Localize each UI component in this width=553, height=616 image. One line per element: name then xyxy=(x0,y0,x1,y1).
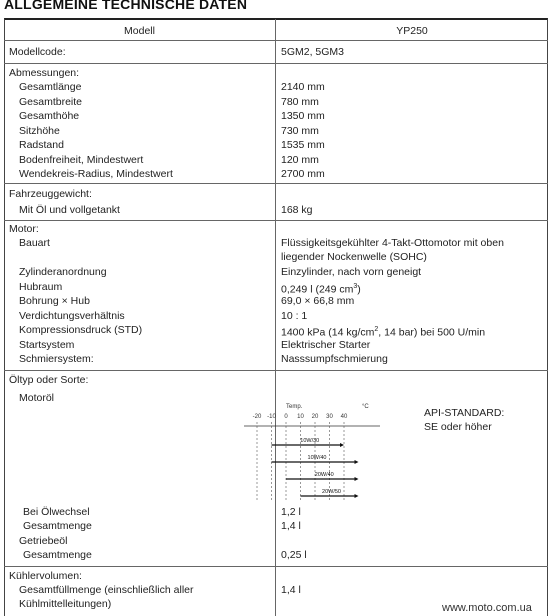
chart-tick-label: 30 xyxy=(326,414,333,420)
dim-value: 1535 mm xyxy=(281,139,325,151)
verdichtung-value: 10 : 1 xyxy=(281,309,308,322)
kuehler-row-label: Gesamtfüllmenge (einschließlich aller xyxy=(19,584,194,596)
hubraum-value: 0,249 l (249 $cm^3$) xyxy=(281,282,361,295)
chart-tick-label: 10 xyxy=(297,414,304,420)
gewicht-label: Fahrzeuggewicht: xyxy=(9,188,92,200)
page-title: ALLGEMEINE TECHNISCHE DATEN xyxy=(4,0,248,12)
getriebe-gesamt-value: 0,25 l xyxy=(281,549,307,561)
row-divider xyxy=(4,183,548,184)
bauart-value: Flüssigkeitsgekühlter 4-Takt-Ottomotor mit oben xyxy=(281,237,504,249)
dim-label: Gesamtbreite xyxy=(19,95,83,108)
dim-label: Gesamthöhe xyxy=(19,110,80,122)
chart-tick-label: 0 xyxy=(284,414,288,420)
schmier-label: Schmiersystem: xyxy=(19,353,94,365)
chart-series-label: 10W/40 xyxy=(307,455,327,461)
dim-label: Sitzhöhe xyxy=(19,124,60,137)
chart-tick-label: -20 xyxy=(252,414,262,420)
wechsel-value: 1,2 l xyxy=(281,506,301,518)
dim-value: 780 mm xyxy=(281,95,319,108)
zylinder-label: Zylinderanordnung xyxy=(19,266,107,278)
gesamt-label: Gesamtmenge xyxy=(23,520,92,532)
chart-range-arrow xyxy=(355,460,359,464)
chart-series-label: 20W/50 xyxy=(322,489,341,495)
row-divider xyxy=(4,370,548,371)
kuehler-label: Kühlervolumen: xyxy=(9,570,82,582)
abmessungen-label: Abmessungen: xyxy=(9,67,80,79)
chart-range-arrow xyxy=(355,477,359,481)
row-divider xyxy=(4,40,548,41)
bauart-label: Bauart xyxy=(19,237,50,249)
chart-range-arrow xyxy=(340,443,344,447)
dim-value: 1350 mm xyxy=(281,110,325,122)
zylinder-value: Einzylinder, nach vorn geneigt xyxy=(281,266,422,278)
kuehler-row-label-cont: Kühlmittelleitungen) xyxy=(19,598,112,610)
chart-series-label: 10W/30 xyxy=(300,438,320,444)
hubraum-label: Hubraum xyxy=(19,280,63,293)
schmier-value: Nasssumpfschmierung xyxy=(281,353,388,365)
chart-unit-label: °C xyxy=(362,404,369,410)
api-line2: SE oder höher xyxy=(424,421,492,433)
footer-watermark: www.moto.com.ua xyxy=(442,602,532,614)
chart-range-arrow xyxy=(355,494,359,498)
chart-temp-label: Temp. xyxy=(286,404,303,410)
chart-tick-label: 40 xyxy=(340,414,348,420)
row-divider xyxy=(4,220,548,221)
api-line1: API-STANDARD: xyxy=(424,407,505,419)
chart-series-label: 20W/40 xyxy=(314,472,334,478)
row-divider xyxy=(4,63,548,64)
modellcode-label: Modellcode: xyxy=(9,46,66,58)
column-divider xyxy=(275,19,276,616)
dim-label: Bodenfreiheit, Mindestwert xyxy=(19,153,144,166)
dim-label: Radstand xyxy=(19,139,64,151)
dim-value: 120 mm xyxy=(281,153,319,166)
header-model: Modell xyxy=(124,25,155,37)
bauart-value-cont: liegender Nockenwelle (SOHC) xyxy=(281,251,427,263)
gewicht-row-label: Mit Öl und vollgetankt xyxy=(19,204,120,216)
bohrung-label: Bohrung × Hub xyxy=(19,295,90,307)
dim-label: Wendekreis-Radius, Mindestwert xyxy=(19,168,173,180)
dim-value: 730 mm xyxy=(281,124,319,137)
row-divider xyxy=(4,566,548,567)
kuehler-value: 1,4 l xyxy=(281,584,301,596)
motor-label: Motor: xyxy=(9,223,39,235)
dim-value: 2140 mm xyxy=(281,81,325,93)
oel-label: Öltyp oder Sorte: xyxy=(9,374,89,386)
kompression-value: 1400 kPa (14 $kg/cm^2$, 14 bar) bei 500 U/min xyxy=(281,326,486,339)
chart-tick-label: -10 xyxy=(267,414,276,420)
kompression-label: Kompressionsdruck (STD) xyxy=(19,324,143,336)
header-yp250: YP250 xyxy=(396,25,428,37)
api-standard xyxy=(424,406,504,434)
start-value: Elektrischer Starter xyxy=(281,338,371,351)
getriebe-label: Getriebeöl xyxy=(19,535,68,547)
bohrung-value: 69,0 × 66,8 mm xyxy=(281,295,355,307)
oil-viscosity-chart xyxy=(238,398,388,502)
start-label: Startsystem xyxy=(19,338,75,351)
chart-tick-label: 20 xyxy=(311,414,319,420)
dim-value: 2700 mm xyxy=(281,168,325,180)
getriebe-gesamt-label: Gesamtmenge xyxy=(23,549,92,561)
verdichtung-label: Verdichtungsverhältnis xyxy=(19,309,125,322)
dim-label: Gesamtlänge xyxy=(19,81,82,93)
motoroel-label: Motoröl xyxy=(19,392,55,404)
gewicht-row-value: 168 kg xyxy=(281,204,313,216)
wechsel-label: Bei Ölwechsel xyxy=(23,506,90,518)
gesamt-value: 1,4 l xyxy=(281,520,301,532)
modellcode-value: 5GM2, 5GM3 xyxy=(281,46,345,58)
